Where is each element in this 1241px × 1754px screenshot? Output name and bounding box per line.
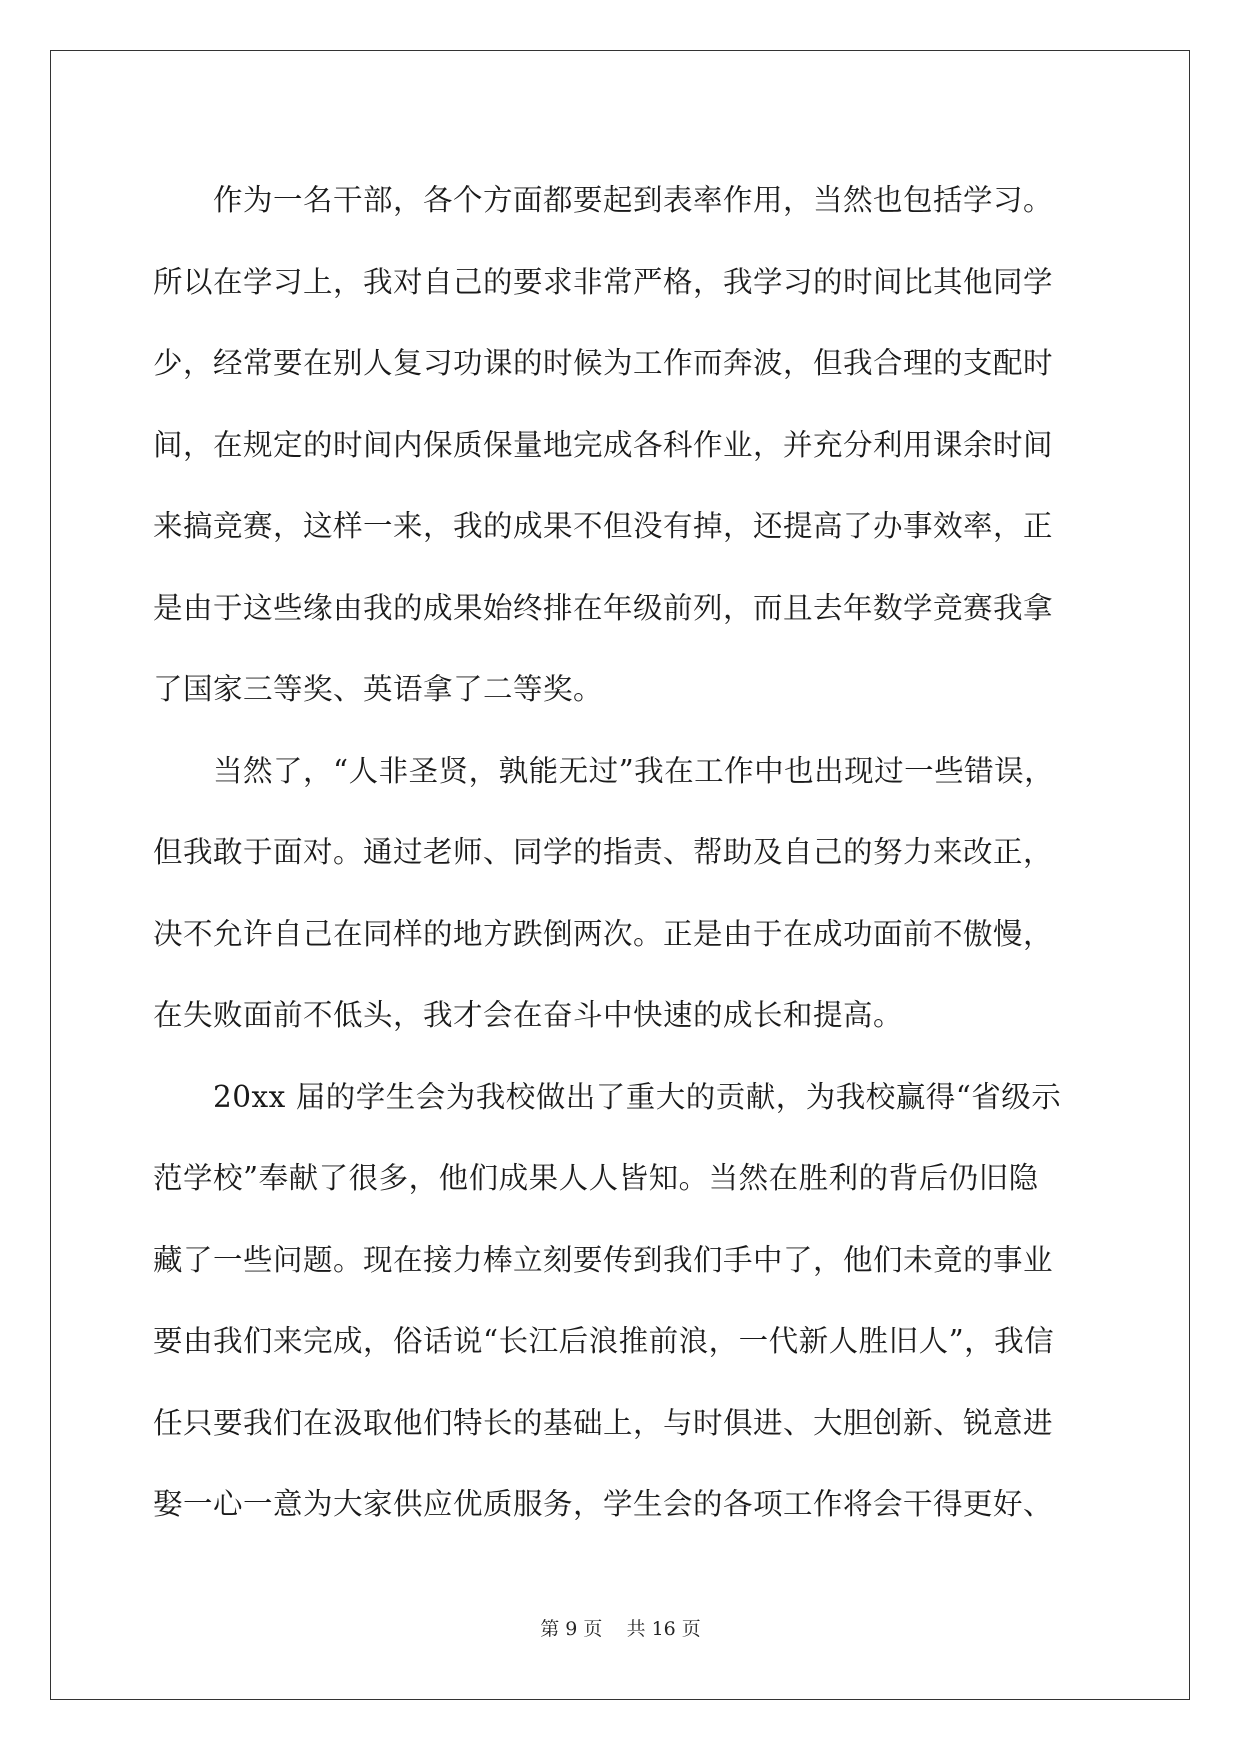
document-body [153, 160, 1103, 1546]
text-line: 决不允许自己在同样的地方跌倒两次。正是由于在成功面前不傲慢， [153, 916, 1054, 951]
text-line: 娶一心一意为大家供应优质服务，学生会的各项工作将会干得更好、 [153, 1487, 1054, 1521]
text-line: 了国家三等奖、英语拿了二等奖。 [153, 672, 604, 706]
text-line: 所以在学习上，我对自己的要求非常严格，我学习的时间比其他同学 [153, 264, 1054, 299]
paragraph-1 [153, 160, 1103, 731]
text-line: 作为一名干部，各个方面都要起到表率作用，当然也包括学习。 [153, 183, 1054, 217]
text-line: 20xx 届的学生会为我校做出了重大的贡献，为我校赢得“省级示 [153, 1079, 1062, 1114]
text-line: 范学校”奉献了很多，他们成果人人皆知。当然在胜利的背后仍旧隐 [153, 1161, 1039, 1195]
footer-gap [602, 1618, 626, 1640]
text-line: 少，经常要在别人复习功课的时候为工作而奔波，但我合理的支配时 [153, 346, 1054, 380]
text-line: 要由我们来完成，俗话说“长江后浪推前浪，一代新人胜旧人”，我信 [153, 1324, 1055, 1358]
text-line: 在失败面前不低头，我才会在奋斗中快速的成长和提高。 [153, 998, 904, 1032]
text-line: 当然了，“人非圣贤，孰能无过”我在工作中也出现过一些错误， [153, 753, 1055, 788]
paragraph-2 [153, 731, 1103, 1057]
text-line: 但我敢于面对。通过老师、同学的指责、帮助及自己的努力来改正， [153, 835, 1054, 869]
text-line: 藏了一些问题。现在接力棒立刻要传到我们手中了，他们未竟的事业 [153, 1242, 1054, 1277]
text-line: 是由于这些缘由我的成果始终排在年级前列，而且去年数学竞赛我拿 [153, 590, 1054, 625]
page-total: 共 16 页 [626, 1618, 701, 1640]
page-footer [0, 1614, 1241, 1641]
page-number: 第 9 页 [540, 1618, 603, 1640]
text-line: 来搞竞赛，这样一来，我的成果不但没有掉，还提高了办事效率，正 [153, 509, 1054, 543]
paragraph-3 [153, 1057, 1103, 1546]
text-line: 任只要我们在汲取他们特长的基础上，与时俱进、大胆创新、锐意进 [153, 1405, 1054, 1440]
text-line: 间，在规定的时间内保质保量地完成各科作业，并充分利用课余时间 [153, 427, 1054, 462]
